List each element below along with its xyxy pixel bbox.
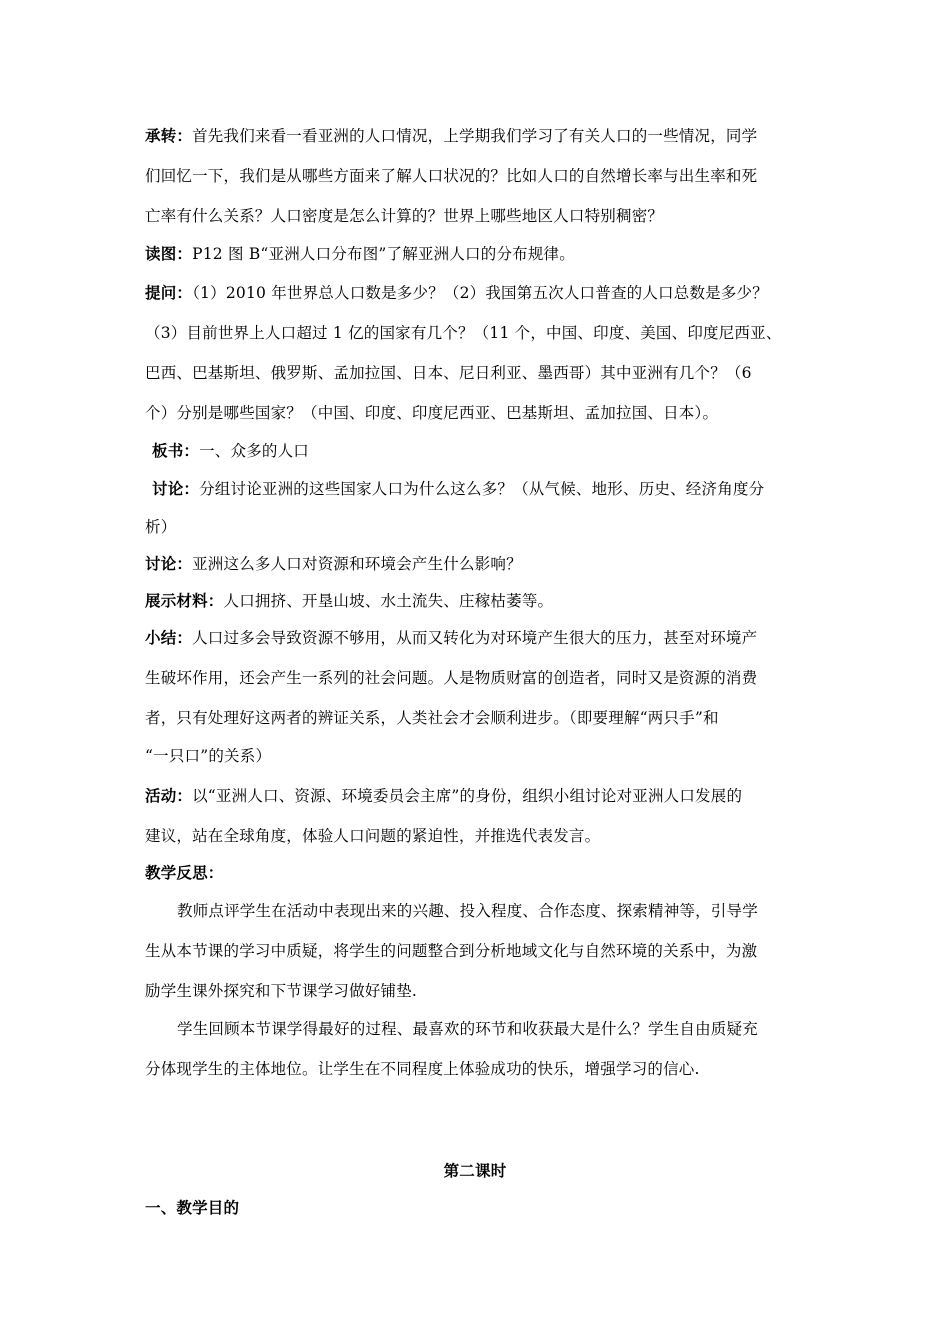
lesson-title: 第二课时	[443, 1162, 507, 1180]
paragraph-line	[152, 440, 822, 462]
line-text: 人口过多会导致资源不够用，从而又转化为对环境产生很大的压力，甚至对环境产	[192, 629, 758, 647]
paragraph-line	[145, 785, 815, 807]
label-zhanshi-cailiao: 展示材料：	[145, 592, 224, 610]
paragraph-line	[145, 745, 815, 767]
label-chengzhuan: 承转：	[145, 127, 193, 145]
paragraph-line	[152, 478, 822, 500]
paragraph-line	[177, 900, 847, 922]
paragraph-line	[145, 553, 815, 575]
paragraph-line	[145, 1058, 815, 1080]
label-taolun: 讨论：	[152, 480, 200, 498]
label-banshu: 板书：	[152, 442, 200, 460]
line-text: 生破坏作用，还会产生一系列的社会问题。人是物质财富的创造者，同时又是资源的消费	[145, 669, 758, 687]
section-heading-objectives: 一、教学目的	[145, 1199, 240, 1217]
line-text: 们回忆一下，我们是从哪些方面来了解人口状况的？比如人口的自然增长率与出生率和死	[145, 167, 758, 185]
line-text: 学生回顾本节课学得最好的过程、最喜欢的环节和收获最大是什么？学生自由质疑充	[177, 1020, 758, 1038]
line-text: 亡率有什么关系？人口密度是怎么计算的？世界上哪些地区人口特别稠密？	[145, 207, 664, 225]
label-huodong: 活动：	[145, 787, 193, 805]
label-jiaoxue-fansi: 教学反思：	[145, 864, 224, 882]
paragraph-line	[145, 516, 815, 538]
line-text: P12 图 B“亚洲人口分布图”了解亚洲人口的分布规律。	[192, 245, 575, 263]
paragraph-line	[145, 282, 815, 304]
line-text: 析）	[145, 518, 177, 536]
paragraph-line	[145, 165, 815, 187]
line-text: 以“亚洲人口、资源、环境委员会主席”的身份，组织小组讨论对亚洲人口发展的	[192, 787, 743, 805]
line-text: 一、众多的人口	[199, 442, 310, 460]
paragraph-line	[145, 322, 815, 344]
line-text: （1）2010 年世界总人口数是多少？（2）我国第五次人口普查的人口总数是多少？	[192, 284, 768, 302]
paragraph-line	[145, 980, 815, 1002]
paragraph-line	[145, 205, 815, 227]
line-text: 励学生课外探究和下节课学习做好铺垫.	[145, 982, 418, 1000]
paragraph-line	[145, 402, 815, 424]
line-text: 巴西、巴基斯坦、俄罗斯、孟加拉国、日本、尼日利亚、墨西哥）其中亚洲有几个？（6	[145, 364, 752, 382]
paragraph-line	[145, 125, 815, 147]
section-heading	[145, 862, 815, 884]
paragraph-line	[145, 825, 815, 847]
line-text: 建议，站在全球角度，体验人口问题的紧迫性，并推选代表发言。	[145, 827, 601, 845]
line-text: 分体现学生的主体地位。让学生在不同程度上体验成功的快乐，增强学习的信心.	[145, 1060, 700, 1078]
label-tiwen: 提问：	[145, 284, 193, 302]
paragraph-line	[145, 590, 815, 612]
line-text: 教师点评学生在活动中表现出来的兴趣、投入程度、合作态度、探索精神等，引导学	[177, 902, 758, 920]
paragraph-line	[145, 362, 815, 384]
paragraph-line	[145, 940, 815, 962]
paragraph-line	[145, 707, 815, 729]
paragraph-line	[145, 243, 815, 265]
paragraph-line	[177, 1018, 847, 1040]
line-text: 个）分别是哪些国家？（中国、印度、印度尼西亚、巴基斯坦、孟加拉国、日本）。	[145, 404, 719, 422]
label-taolun: 讨论：	[145, 555, 193, 573]
label-xiaojie: 小结：	[145, 629, 193, 647]
line-text: 亚洲这么多人口对资源和环境会产生什么影响？	[192, 555, 522, 573]
line-text: 者，只有处理好这两者的辨证关系，人类社会才会顺利进步。（即要理解“两只手”和	[145, 709, 719, 727]
line-text: 首先我们来看一看亚洲的人口情况，上学期我们学习了有关人口的一些情况，同学	[192, 127, 758, 145]
label-dutu: 读图：	[145, 245, 193, 263]
line-text: 分组讨论亚洲的这些国家人口为什么这么多？（从气候、地形、历史、经济角度分	[199, 480, 765, 498]
line-text: 生从本节课的学习中质疑，将学生的问题整合到分析地域文化与自然环境的关系中，为激	[145, 942, 758, 960]
paragraph-line	[145, 627, 815, 649]
paragraph-line	[145, 667, 815, 689]
line-text: （3）目前世界上人口超过 1 亿的国家有几个？（11 个，中国、印度、美国、印度尼西亚、	[145, 324, 782, 342]
line-text: “一只口”的关系）	[145, 747, 272, 765]
line-text: 人口拥挤、开垦山坡、水土流失、庄稼枯萎等。	[223, 592, 554, 610]
